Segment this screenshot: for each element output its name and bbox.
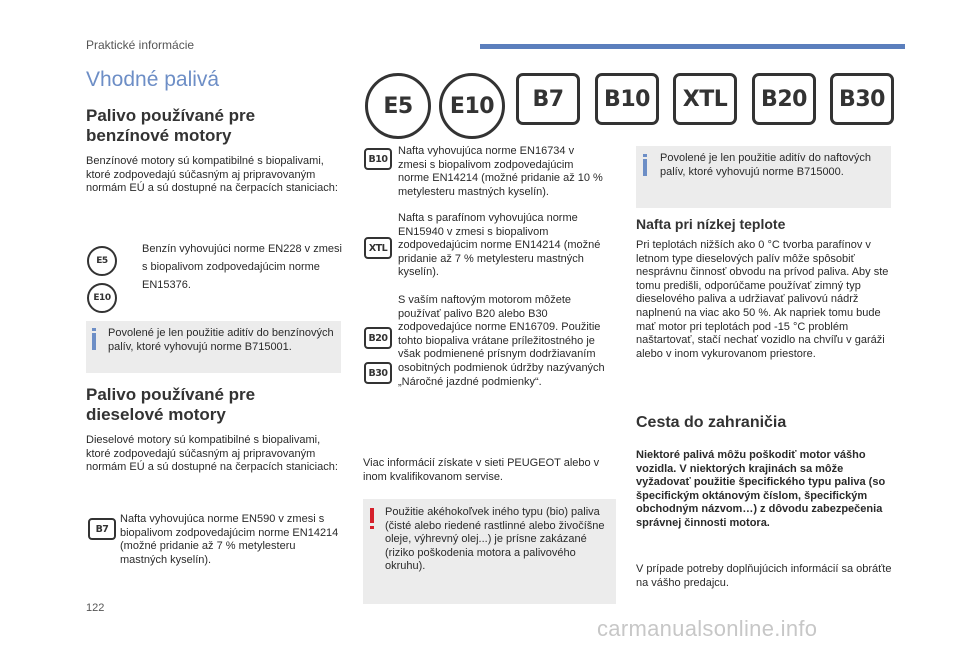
fuel-warning-text: Použitie akéhokoľvek iného typu (bio) paliva (čisté alebo riedené rastlinné alebo živočíšne oleje, výhrevný olej...) je prísne zakázané (riziko poškodenia motora a palivového okruhu). [385, 506, 605, 573]
fuel-badge-e5-large: E5 [365, 73, 431, 139]
info-icon [643, 159, 647, 176]
cold-diesel-text: Pri teplotách nižších ako 0 °C tvorba parafínov v letnom type dieselových palív môže spôsobiť nesprávnu činnosť obvodu na prívod paliva. Aby ste tomu predišli, odporúčame používať zimný typ dieselového paliva a udržiavať palivovú nádrž naplnenú na viac ako 50 %. Ak napriek tomu bude mať motor pri teplotách pod -15 °C problém naštartovať, stačí nechať vozidlo na chvíľu v garáži alebo v inom vykurovanom priestore. [636, 239, 889, 360]
fuel-badge-b20-large: B20 [752, 73, 816, 125]
petrol-additive-note [86, 321, 341, 373]
fuel-badge-b10-large: B10 [595, 73, 659, 125]
fuel-badge-b7-large: B7 [516, 73, 580, 125]
fuel-badge-b20: B20 [364, 327, 392, 349]
info-icon [92, 333, 96, 350]
fuel-badge-b7: B7 [88, 518, 116, 540]
fuel-warning-box [363, 499, 616, 604]
diesel-additive-note [636, 146, 891, 208]
page-title: Vhodné palivá [86, 68, 220, 91]
diesel-intro: Dieselové motory sú kompatibilné s biopalivami, ktoré zodpovedajú súčasným aj pripravovaným normám EÚ a sú dostupné na čerpacích staniciach: [86, 434, 338, 474]
fuel-badge-b10: B10 [364, 148, 392, 170]
travel-abroad-heading: Cesta do zahraničia [636, 414, 787, 431]
b20-b30-description: S vaším naftovým motorom môžete používať palivo B20 alebo B30 zodpovedajúce norme EN16709. Použitie tohto biopaliva vrátane príležitostného je však podmienené prísnym dodržiavaním osobitných podmienok údržby nazývaných „Náročné jazdné podmienky“. [398, 294, 605, 388]
fuel-badge-e10-large: E10 [439, 73, 505, 139]
diesel-note-text: Povolené je len použitie aditív do naftových palív, ktoré vyhovujú norme B715000. [660, 152, 871, 178]
petrol-intro: Benzínové motory sú kompatibilné s biopalivami, ktoré zodpovedajú súčasným aj pripravovaným normám EÚ a sú dostupné na čerpacích staniciach: [86, 155, 338, 195]
xtl-description: Nafta s parafínom vyhovujúca norme EN15940 v zmesi s biopalivom zodpovedajúcim norme EN14214 (možné pridanie až 7 % metylesteru mastných kyselín). [398, 212, 601, 279]
travel-abroad-text: V prípade potreby doplňujúcich informácií sa obráťte na vášho predajcu. [636, 563, 892, 589]
petrol-heading: Palivo používané pre benzínové motory [86, 106, 256, 145]
diesel-heading: Palivo používané pre dieselové motory [86, 385, 256, 424]
fuel-badge-xtl-large: XTL [673, 73, 737, 125]
more-info-text: Viac informácií získate v sieti PEUGEOT alebo v inom kvalifikovanom servise. [363, 457, 600, 483]
b10-description: Nafta vyhovujúca norme EN16734 v zmesi s biopalivom zodpovedajúcim norme EN14214 (možné pridanie až 10 % metylesteru mastných kyselín). [398, 145, 603, 198]
fuel-badge-e5: E5 [87, 246, 117, 276]
fuel-badge-b30-large: B30 [830, 73, 894, 125]
cold-diesel-heading: Nafta pri nízkej teplote [636, 216, 786, 232]
travel-abroad-warning: Niektoré palivá môžu poškodiť motor vášho vozidla. V niektorých krajinách sa môže vyžadovať použitie špecifického typu paliva (so špecifickým oktánovým číslom, špecifickým obchodným názvom…) z dôvodu zabezpečenia správnej činnosti motora. [636, 449, 886, 529]
header-accent-bar [480, 44, 905, 49]
section-label: Praktické informácie [86, 38, 195, 52]
diesel-fuel-description: Nafta vyhovujúca norme EN590 v zmesi s biopalivom zodpovedajúcim norme EN14214 (možné pridanie až 7 % metylesteru mastných kyselín). [120, 513, 339, 566]
fuel-badge-e10: E10 [87, 283, 117, 313]
petrol-fuel-description: Benzín vyhovujúci norme EN228 v zmesi s biopalivom zodpovedajúcim norme EN15376. [142, 243, 342, 291]
petrol-note-text: Povolené je len použitie aditív do benzínových palív, ktoré vyhovujú norme B715001. [108, 327, 334, 353]
fuel-badge-b30: B30 [364, 362, 392, 384]
page-number: 122 [86, 602, 105, 614]
fuel-badge-xtl: XTL [364, 237, 392, 259]
watermark: carmanualsonline.info [597, 616, 818, 641]
warning-icon [370, 508, 374, 523]
